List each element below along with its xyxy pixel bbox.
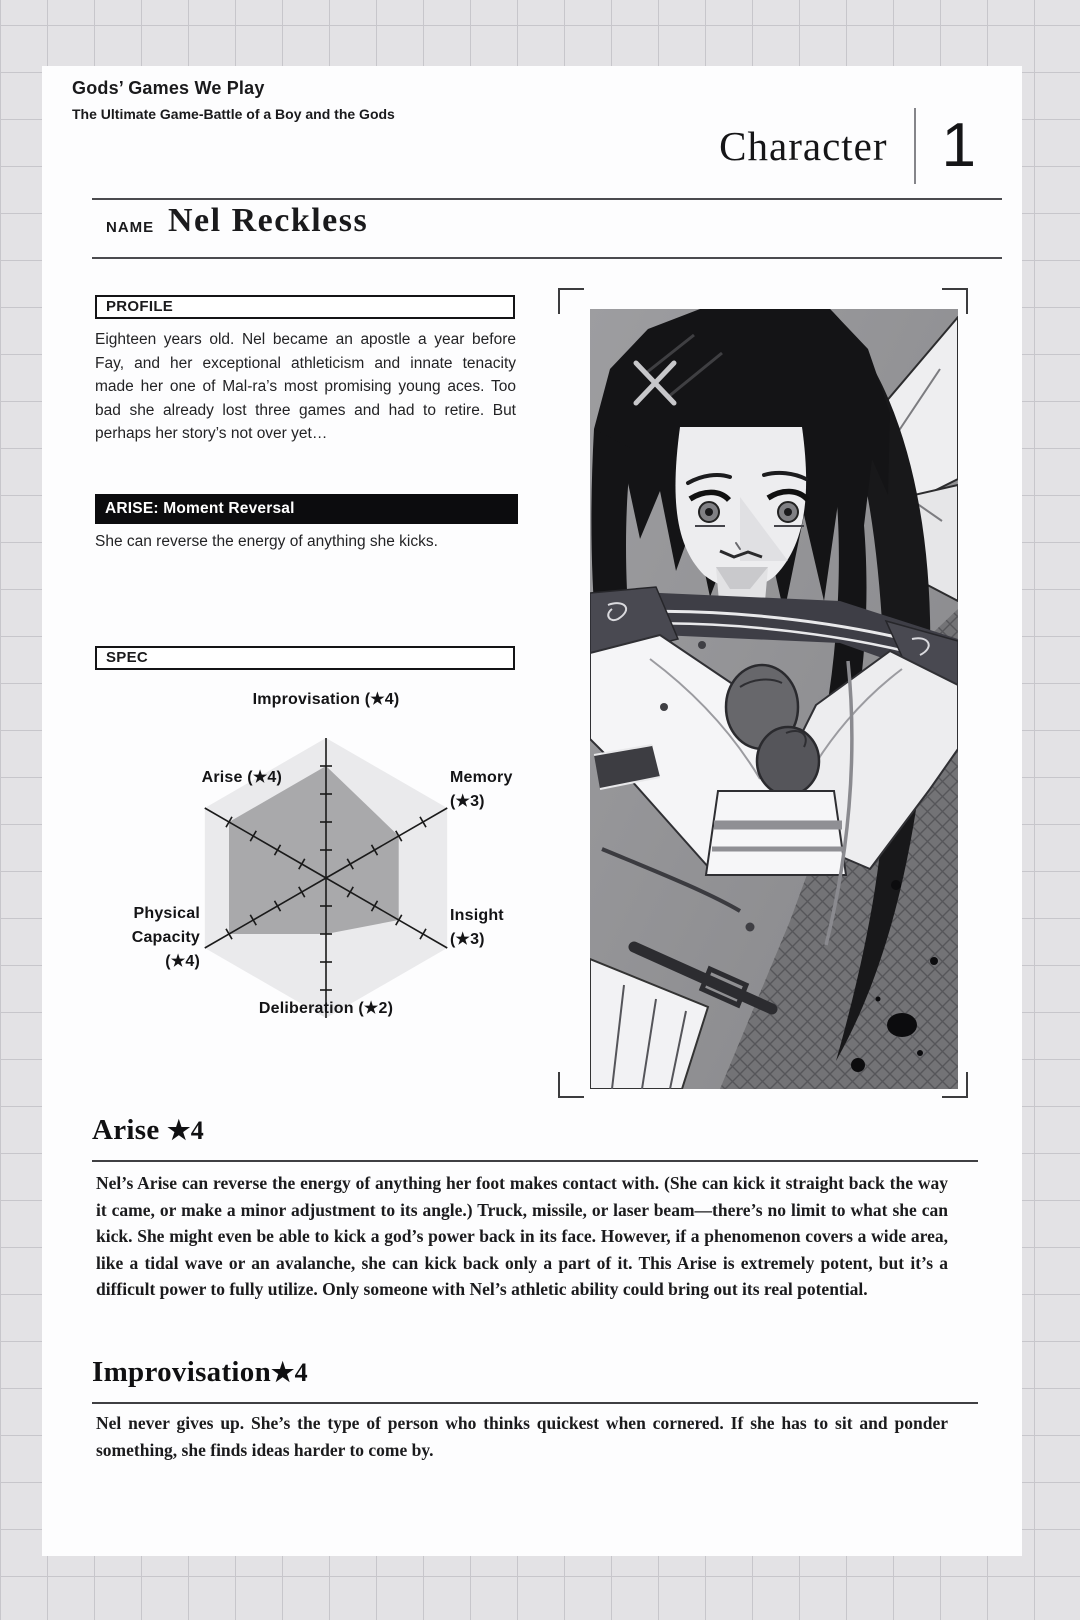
axis-name: Physical Capacity — [131, 905, 200, 946]
axis-stars: (★4) — [247, 769, 282, 786]
character-number: 1 — [941, 111, 976, 180]
axis-stars: (★3) — [450, 793, 485, 810]
profile-box-label — [95, 295, 515, 319]
book-subtitle: The Ultimate Game-Battle of a Boy and the Gods — [72, 106, 395, 122]
section-heading-improvisation — [92, 1356, 308, 1389]
heading-rule — [92, 1160, 978, 1162]
spec-box-label — [95, 646, 515, 670]
corner-bracket-icon — [558, 288, 584, 314]
star-rating: ★4 — [167, 1116, 205, 1145]
radar-label-deliberation — [176, 997, 476, 1021]
character-label: Character — [719, 123, 888, 169]
horizontal-rule — [92, 198, 1002, 200]
radar-label-arise — [42, 766, 282, 790]
radar-label-improvisation — [176, 688, 476, 712]
profile-paragraph: Eighteen years old. Nel became an apostle a year before Fay, and her exceptional athleticism and innate tenacity made her one of Mal-ra’s most promising young aces. Too bad she already lost three games and had to retire. But perhaps her story’s not over yet… — [95, 331, 516, 442]
axis-stars: (★3) — [450, 931, 485, 948]
heading-rule — [92, 1402, 978, 1404]
axis-name: Deliberation — [258, 1000, 354, 1017]
axis-stars: (★4) — [364, 691, 400, 708]
section-body-arise: Nel’s Arise can reverse the energy of anything her foot makes contact with. (She can kick it straight back the way it came, or make a minor adjustment to its angle.) Truck, missile, or laser beam—there’s no limit to what she can kick. She might even be able to kick a god’s power back in its face. However, if a phenomenon covers a wide area, like a tidal wave or an avalanche, she can kick back only a part of it. This Arise is extremely potent, but it’s a difficult power to fully utilize. Only someone with Nel’s athletic ability could bring out its real potential. — [96, 1173, 948, 1299]
axis-name: Memory — [450, 769, 513, 786]
character-portrait-drawing — [590, 309, 958, 1089]
axis-name: Insight — [450, 907, 504, 924]
axis-stars: (★4) — [165, 953, 200, 970]
section-body-improvisation: Nel never gives up. She’s the type of person who thinks quickest when cornered. If she has to sit and ponder something, she finds ideas harder to come by. — [96, 1413, 948, 1460]
section-heading-arise — [92, 1114, 204, 1147]
character-section-header — [719, 104, 976, 188]
axis-stars: (★2) — [358, 1000, 394, 1017]
spec-box-text: SPEC — [106, 649, 149, 666]
heading-text: Improvisation — [92, 1356, 272, 1388]
name-field-label: NAME — [106, 219, 155, 236]
radar-label-physical-capacity — [90, 902, 200, 974]
corner-bracket-icon — [558, 1072, 584, 1098]
arise-ability-banner: ARISE: Moment Reversal — [95, 494, 518, 524]
character-sheet-page — [42, 66, 1022, 1556]
star-rating: ★4 — [271, 1358, 308, 1387]
divider-bar — [914, 108, 916, 184]
heading-text: Arise — [92, 1114, 160, 1146]
arise-ability-description: She can reverse the energy of anything she kicks. — [95, 533, 438, 550]
profile-box-text: PROFILE — [106, 298, 174, 315]
character-portrait — [590, 309, 958, 1089]
horizontal-rule — [92, 257, 1002, 259]
axis-name: Improvisation — [252, 691, 361, 708]
axis-name: Arise — [201, 769, 243, 786]
character-illustration-frame — [558, 288, 968, 1098]
character-name: Nel Reckless — [168, 202, 369, 239]
book-title: Gods’ Games We Play — [72, 78, 265, 98]
